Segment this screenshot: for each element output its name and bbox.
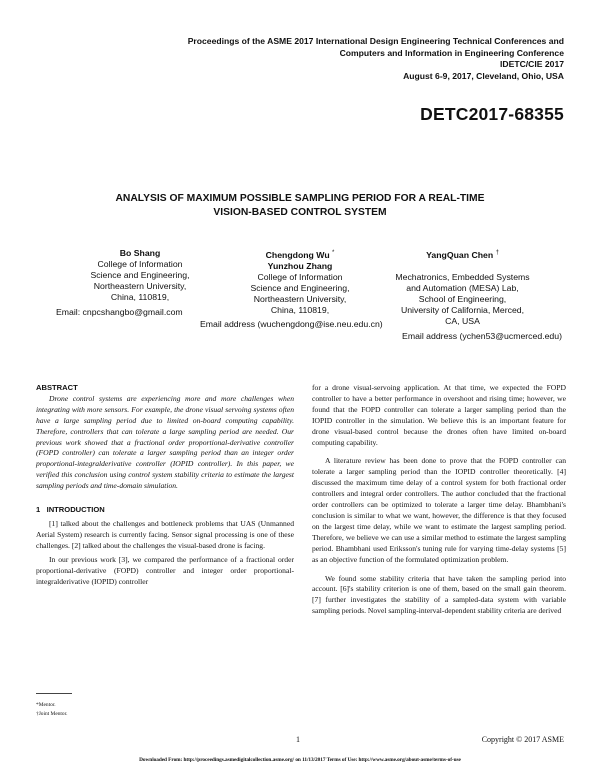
mentor-mark: * [332,250,335,256]
footnote: *Mentor. [36,702,56,708]
author-affiliation: School of Engineering, [418,294,507,305]
author-block [375,248,550,328]
paragraph: [1] talked about the challenges and bottleneck problems that UAS (Unmanned Aerial System) research is currently facing. Sensor signal processing is one of these challenges. [2] talked about the challenges the visual-based drone is facing. [36,518,294,550]
header-line: Proceedings of the ASME 2017 International Design Engineering Technical Conferences and [187,36,564,46]
author-name: Yunzhou Zhang [267,260,333,271]
author-affiliation: Science and Engineering, [250,283,350,294]
proceedings-header [104,36,564,82]
paper-title [40,192,560,219]
author-block [230,248,370,316]
header-line: August 6-9, 2017, Cleveland, Ohio, USA [403,70,564,81]
author-affiliation: Northeastern University, [93,281,187,292]
abstract-heading: ABSTRACT [36,383,78,392]
copyright-notice: Copyright © 2017 ASME [481,735,564,744]
spacer [375,261,550,272]
paper-id: DETC2017-68355 [420,104,564,124]
author-affiliation: Science and Engineering, [90,270,190,281]
paragraph: for a drone visual-servoing application. At that time, we expected the FOPD controller to have a better performance in overshoot and rising time; however, we found that the FOPD controller can tolerate a larger sampling period than the IOPID controller in the simulation. We believe this is an important feature for drone visual-based control because the drones often have limited on-board computing capability. [312,383,566,447]
author-block [55,248,225,303]
title-line: ANALYSIS OF MAXIMUM POSSIBLE SAMPLING PERIOD FOR A REAL-TIME [115,193,485,204]
header-line: Computers and Information in Engineering Conference [339,47,564,58]
right-column [312,383,566,617]
author-affiliation: Northeastern University, [253,294,347,305]
title-line: VISION-BASED CONTROL SYSTEM [213,206,387,218]
author-affiliation: China, 110819, [270,305,330,316]
author-affiliation: College of Information [97,259,183,270]
author-affiliation: China, 110819, [110,292,170,303]
author-affiliation: Mechatronics, Embedded Systems [395,272,530,283]
paragraph: In our previous work [3], we compared the performance of a fractional order proportional-derivative (FOPD) controller and integer order proportional-integralderivative (IOPID) controller [36,554,294,586]
mentor-mark: † [495,250,499,256]
left-column [36,383,294,587]
page-number: 1 [296,735,300,744]
author-email: Email address (ychen53@ucmerced.edu) [402,331,562,341]
footnote-divider [36,693,72,694]
header-line: IDETC/CIE 2017 [500,59,564,70]
spacer [36,492,294,505]
author-affiliation: and Automation (MESA) Lab, [406,283,519,294]
author-affiliation: College of Information [257,272,343,283]
section-heading: 1 INTRODUCTION [36,505,105,515]
paragraph: A literature review has been done to prove that the FOPD controller can tolerate a larger sampling period than the IOPID controller theoretically. [4] discussed the maximum time delay of a control system for both fractional order controllers and integral order controllers. The author concluded that the fractional order controllers can be optimized to tolerate a larger time delay. Bhambhani's conclusion is similar to what we want, however, the difference is that they focused on the largest time delay, while we want to estimate the largest sampling period. Therefore, we believe we can use a similar method to estimate the largest sampling period. Bhambhani used Eriksson's tuning rule for varying time-delay systems [5] as an objective function of the formulated optimization problem. [312,456,566,564]
author-email: Email: cnpcshangbo@gmail.com [56,307,183,317]
author-affiliation: CA, USA [445,316,480,327]
author-email: Email address (wuchengdong@ise.neu.edu.cn) [200,319,383,329]
author-name: Chengdong Wu * [265,249,335,260]
footnotes [36,701,67,718]
footnote: †Joint Mentor. [36,710,68,717]
download-notice: Downloaded From: http://proceedings.asmedigitalcollection.asme.org/ on 11/13/2017 Terms of Use: http://www.asme.org/about-asme/terms-of-use [139,757,461,763]
author-name: Bo Shang [119,248,161,258]
author-name: YangQuan Chen † [426,249,499,260]
abstract-text: Drone control systems are experiencing more and more challenges when integrating with more sensors. For example, the drone visual servoing systems often have a large sampling period due to limited on-board computing capability. Therefore, controllers that can tolerate a large sampling period are needed. Our previous work showed that a fractional order proportional-derivative controller (FOPD controller) can tolerate a larger sampling period than an integer order proportional-integralderivative controller (IOPID controller). In this paper, we verified this conclusion using control system stability criteria to estimate the largest sampling periods and time-domain simulation. [36,393,294,491]
author-affiliation: University of California, Merced, [400,305,525,316]
paragraph: We found some stability criteria that have taken the sampling period into account. [6]'s stability criterion is one of them, based on the small gain theorem. [7] further investigates the stability of a sampled-data system with variable sampling periods. Novel sampling-interval-dependent stability criteria are derived [312,573,566,616]
